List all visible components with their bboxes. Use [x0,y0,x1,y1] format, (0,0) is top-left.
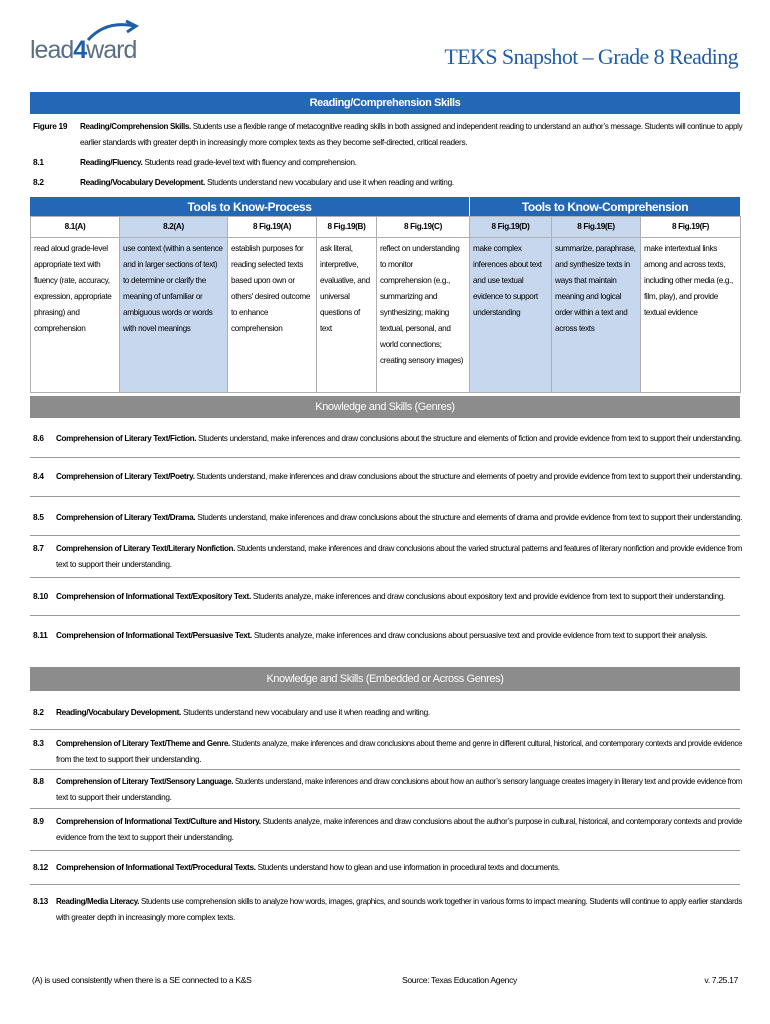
standard-code: 8.11 [33,630,48,640]
column-code: 8 Fig.19(B) [317,217,377,238]
row-divider [30,850,740,851]
tools-process-header: Tools to Know-Process [30,197,469,217]
tool-cell: summarize, paraphrase, and synthesize texts in ways that maintain meaning and logical order within a text and across texts [552,238,641,393]
tool-cell: reflect on understanding to monitor comprehension (e.g., summarizing and synthesizing; making textual, personal, and world connections; creating sensory images) [377,238,470,393]
lead4ward-logo [30,18,142,68]
tools-body-row [31,238,741,393]
row-divider [30,769,740,770]
standard-code: 8.5 [33,512,44,522]
standard-text-continued: text to support their understanding. [56,792,172,802]
column-code: 8 Fig.19(C) [377,217,470,238]
tool-cell: read aloud grade-level appropriate text with fluency (rate, accuracy, expression, appropriate phrasing) and comprehension [31,238,120,393]
column-code: 8 Fig.19(F) [641,217,741,238]
column-code: 8 Fig.19(D) [470,217,552,238]
row-divider [30,884,740,885]
tool-cell: ask literal, interpretive, evaluative, and universal questions of text [317,238,377,393]
standard-text: Comprehension of Literary Text/Sensory Language. Students understand, make inferences and draw conclusions about how an author’s sensory language creates imagery in literary text and provide evidence from [56,776,743,786]
footer-version: v. 7.25.17 [704,975,738,985]
standard-code: 8.3 [33,738,44,748]
tool-cell: make intertextual links among and across texts, including other media (e.g., film, play), and provide textual evidence [641,238,741,393]
standard-text: Comprehension of Literary Text/Literary Nonfiction. Students understand, make inferences and draw conclusions about the varied structural patterns and features of literary nonfiction and provide evidence from [56,543,742,553]
reading-skills-header: Reading/Comprehension Skills [30,92,740,114]
standard-text: Comprehension of Literary Text/Drama. Students understand, make inferences and draw conclusions about the structure and elements of drama and provide evidence from text to support their understanding. [56,512,743,522]
column-code: 8.1(A) [31,217,120,238]
column-code: 8 Fig.19(E) [552,217,641,238]
row-divider [30,496,740,497]
standard-code: 8.2 [33,707,44,717]
svg-text:lead4ward: lead4ward [30,36,137,64]
footer-note: (A) is used consistently when there is a SE connected to a K&S [32,975,252,985]
standard-code: 8.13 [33,896,48,906]
standard-code: 8.10 [33,591,48,601]
standard-code: 8.1 [33,157,44,167]
standard-text-continued: evidence from the text to support their understanding. [56,832,234,842]
standard-text: Reading/Fluency. Students read grade-level text with fluency and comprehension. [80,157,357,167]
standard-text: Reading/Comprehension Skills. Students use a flexible range of metacognitive reading skills in both assigned and independent reading to understand an author’s message. Students will continue to apply [80,121,743,131]
standard-text: Comprehension of Literary Text/Fiction. Students understand, make inferences and draw conclusions about the structure and elements of fiction and provide evidence from text to support their understanding. [56,433,742,443]
standard-code: 8.6 [33,433,44,443]
row-divider [30,577,740,578]
page-title: TEKS Snapshot – Grade 8 Reading [444,44,738,69]
genres-header: Knowledge and Skills (Genres) [30,396,740,418]
standard-text: Reading/Vocabulary Development. Students understand new vocabulary and use it when reading and writing. [80,177,454,187]
tools-table [30,216,741,393]
standard-code: 8.9 [33,816,44,826]
standard-text-continued: earlier standards with greater depth in increasingly more complex texts as they become self-directed, critical readers. [80,137,468,147]
tools-comprehension-header: Tools to Know-Comprehension [470,197,740,217]
standard-code: 8.7 [33,543,44,553]
standard-text: Comprehension of Informational Text/Procedural Texts. Students understand how to glean and use information in procedural texts and documents. [56,862,560,872]
standard-text: Comprehension of Informational Text/Culture and History. Students analyze, make inferences and draw conclusions about the author’s purpose in cultural, historical, and contemporary contexts and provide [56,816,742,826]
standard-text: Comprehension of Informational Text/Expository Text. Students analyze, make inferences and draw conclusions about expository text and provide evidence from text to support their understanding. [56,591,725,601]
standard-text: Comprehension of Literary Text/Theme and Genre. Students analyze, make inferences and draw conclusions about theme and genre in different cultural, historical, and contemporary contexts and provide evidence [56,738,743,748]
standard-code: 8.12 [33,862,48,872]
tool-cell: make complex inferences about text and use textual evidence to support understanding [470,238,552,393]
embedded-header: Knowledge and Skills (Embedded or Across Genres) [30,667,740,691]
footer-source: Source: Texas Education Agency [402,975,517,985]
row-divider [30,535,740,536]
standard-text-continued: text to support their understanding. [56,559,172,569]
standard-code: 8.8 [33,776,44,786]
row-divider [30,808,740,809]
row-divider [30,729,740,730]
standard-code: Figure 19 [33,121,68,131]
standard-code: 8.4 [33,471,44,481]
standard-text: Comprehension of Literary Text/Poetry. Students understand, make inferences and draw conclusions about the structure and elements of poetry and provide evidence from text to support their understanding. [56,471,742,481]
tool-cell: establish purposes for reading selected texts based upon own or others' desired outcome to enhance comprehension [228,238,317,393]
row-divider [30,615,740,616]
row-divider [30,457,740,458]
standard-text: Reading/Vocabulary Development. Students understand new vocabulary and use it when reading and writing. [56,707,430,717]
standard-text: Reading/Media Literacy. Students use comprehension skills to analyze how words, images, graphics, and sounds work together in various forms to impact meaning. Students will continue to apply earlier standards [56,896,743,906]
standard-text: Comprehension of Informational Text/Persuasive Text. Students analyze, make inferences and draw conclusions about persuasive text and provide evidence from text to support their analysis. [56,630,708,640]
tools-header-row [31,217,741,238]
standard-text-continued: with greater depth in increasingly more complex texts. [56,912,235,922]
tool-cell: use context (within a sentence and in larger sections of text) to determine or clarify the meaning of unfamiliar or ambiguous words or words with novel meanings [120,238,228,393]
standard-code: 8.2 [33,177,44,187]
column-code: 8.2(A) [120,217,228,238]
column-code: 8 Fig.19(A) [228,217,317,238]
standard-text-continued: from the text to support their understanding. [56,754,202,764]
